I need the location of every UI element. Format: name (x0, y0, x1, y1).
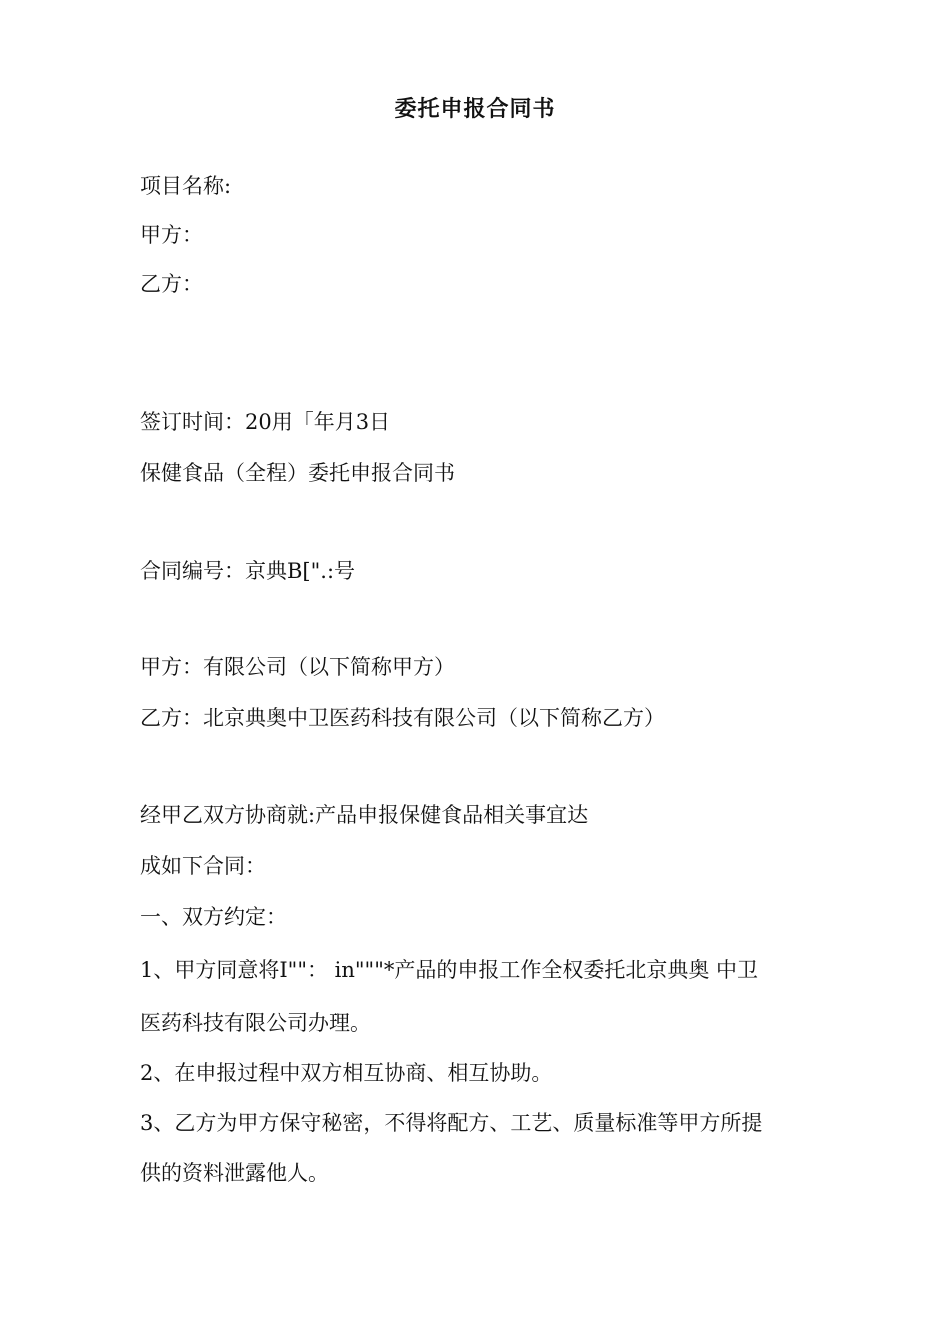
contract-number: 合同编号：京典B[".:号 (140, 559, 356, 583)
clause-1-line-1: 1、甲方同意将I""： in"""*产品的申报工作全权委托北京典奥 中卫 (140, 958, 759, 982)
clause-3-line-2: 供的资料泄露他人。 (140, 1161, 329, 1185)
party-b: 乙方：北京典奥中卫医药科技有限公司（以下简称乙方） (140, 706, 665, 730)
clause-1-line-2: 医药科技有限公司办理。 (140, 1011, 371, 1035)
cover-party-b-label: 乙方： (140, 272, 203, 296)
contract-subtitle: 保健食品（全程）委托申报合同书 (140, 461, 455, 485)
intro-paragraph-line-1: 经甲乙双方协商就:产品申报保健食品相关事宜达 (140, 803, 589, 827)
document-title: 委托申报合同书 (394, 97, 556, 122)
clause-3-line-1: 3、乙方为甲方保守秘密，不得将配方、工艺、质量标准等甲方所提 (140, 1111, 763, 1135)
party-a: 甲方：有限公司（以下简称甲方） (140, 655, 455, 679)
clause-2: 2、在申报过程中双方相互协商、相互协助。 (140, 1061, 553, 1085)
signing-time: 签订时间：20用「年月3日 (140, 410, 391, 434)
project-name-label: 项目名称: (140, 174, 232, 198)
intro-paragraph-line-2: 成如下合同： (140, 854, 266, 878)
cover-party-a-label: 甲方： (140, 223, 203, 247)
section-1-heading: 一、双方约定： (140, 905, 287, 929)
